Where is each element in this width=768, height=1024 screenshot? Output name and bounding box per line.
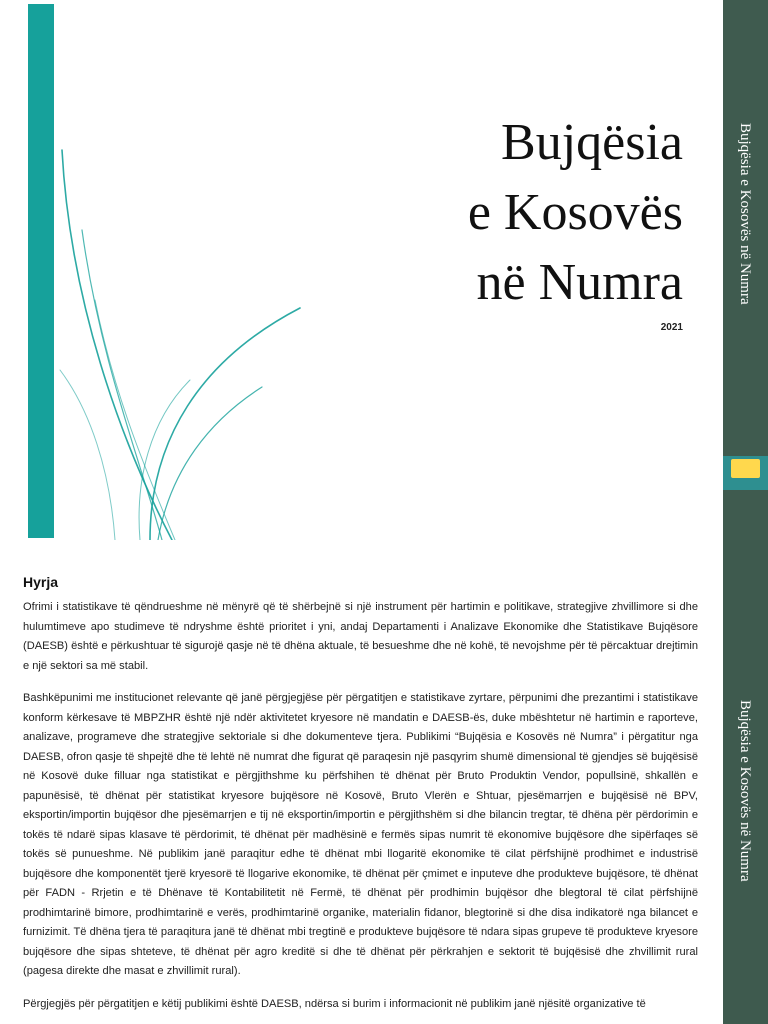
paragraph-2: Bashkëpunimi me institucionet relevante që janë përgjegjëse për përgatitjen e statistikave zyrtare, përpunimi dhe prezantimi i statistikave konform kërkesave të MBPZHR është një ndër aktivitetet kryesore në mandatin e DAESB-ës, duke mbështetur në hartimin e raporteve, analizave, programeve dhe strategjive sektoriale si dhe dokumenteve tjera. Publikimi “Bujqësia e Kosovës në Numra” i përgatitur nga DAESB, ofron qasje të shpejtë dhe të lehtë në numrat dhe figurat që paraqesin një pasqyrim shumë dimensional të gjendjes së bujqësisë në Kosovë duke filluar nga statistikat e përgjithshme ku përfshihen të dhënat për Bruto Produktin Vendor, popullsinë, shkallën e papunësisë, të dhënat për statistikat kryesore bujqësore në Kosovë, Bruto Vlerën e Shtuar, pjesëmarrjen e bujqësisë në BPV, eksportin/importin bujqësor dhe pjesëmarrjen e tij në eksportin/importin e përgjithshëm si dhe bilancin tregtar, të dhëna për përdorimin e tokës të ndarë sipas klasave të përdorimit, të dhënat për madhësinë e fermës sipas numrit të ekonomive bujqësore dhe sipërfaqes së tokës së punueshme. Në publikim janë paraqitur edhe të dhënat mbi llogaritë ekonomike të cilat përfshijnë prodhimet e industrisë bujqësore dhe komponentët tjerë kryesorë të llogarive ekonomike, të dhënat për çmimet e inputeve dhe produkteve bujqësore, të dhënat për FADN - Rrjetin e të Dhënave të Kontabilitetit në Fermë, të dhënat për prodhimin bujqësor dhe blegtoral të cilat përfshijnë prodhimtarinë bimore, prodhimtarinë e verës, prodhimtarinë organike, materialin fidanor, blegtorinë si dhe disa indikatorë nga bilancet e furnizimit. Të dhëna tjera të paraqitura janë të dhënat mbi tregtinë e produkteve bujqësore të ndara sipas grupeve të produkteve kryesore bujqësore dhe sipas shteteve, të dhënat për agro kreditë si dhe të dhënat për përkrahjen e sektorit të bujqësisë dhe zhvillimit rural (pagesa direkte dhe masat e zhvillimit rural). — [23, 692, 698, 977]
document-page — [0, 540, 723, 1024]
cover-slide — [0, 0, 723, 540]
cover-title-line-2: e Kosovës — [467, 184, 683, 241]
cover-title — [468, 108, 683, 318]
section-marker-square — [731, 459, 760, 478]
cover-year: 2021 — [660, 322, 683, 333]
side-band-label-top: Bujqësia e Kosovës në Numra — [737, 123, 753, 305]
document-body — [23, 574, 698, 1024]
paragraph-3: Përgjegjës për përgatitjen e këtij publikimi është DAESB, ndërsa si burim i informacionit në publikim janë njësitë organizative të — [23, 997, 646, 1010]
side-band-label-bottom: Bujqësia e Kosovës në Numra — [737, 700, 753, 882]
section-heading: Hyrja — [23, 574, 59, 590]
paragraph-1: Ofrimi i statistikave të qëndrueshme në mënyrë që të shërbejnë si një instrument për hartimin e politikave, strategjive zhvillimore si dhe hulumtimeve apo studimeve të ndryshme është prioritet i yni, andaj Departamenti i Analizave Ekonomike dhe Statistikave Bujqësore (DAESB) është e përkushtuar të sigurojë qasje në të dhëna aktuale, të besueshme dhe në kohë, të nevojshme për të përcaktuar drejtimin e një sektori sa më stabil. — [23, 601, 698, 672]
cover-title-line-3: në Numra — [476, 254, 683, 311]
cover-title-line-1: Bujqësia — [501, 114, 683, 171]
